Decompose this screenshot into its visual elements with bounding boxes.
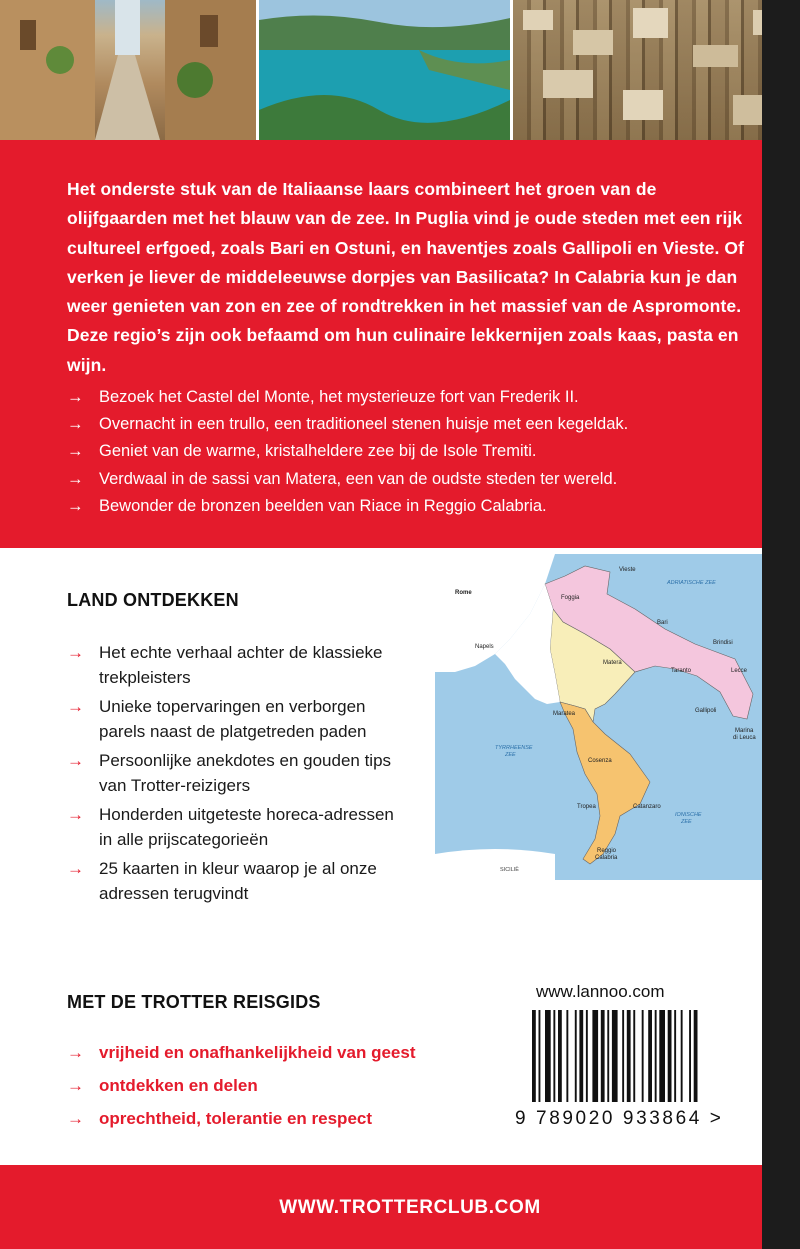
label-tyrrhenian-zee: ZEE <box>505 752 516 758</box>
list-item <box>67 493 757 520</box>
highlight-text: Overnacht in een trullo, een traditioneel stenen huisje met een kegeldak. <box>99 415 629 434</box>
barcode-bar <box>592 1010 598 1102</box>
land-item-text: 25 kaarten in kleur waarop je al onze adressen terugvindt <box>99 859 377 903</box>
list-item <box>67 856 407 906</box>
list-item <box>67 640 407 690</box>
highlight-text: Bewonder de bronzen beelden van Riace in Reggio Calabria. <box>99 496 547 515</box>
label-vieste: Vieste <box>619 567 636 573</box>
label-marina: Marina <box>735 728 754 734</box>
footer-url[interactable]: WWW.TROTTERCLUB.COM <box>279 1197 541 1218</box>
arrow-icon: → <box>67 415 84 434</box>
land-list <box>67 640 407 910</box>
barcode-bar <box>545 1010 551 1102</box>
barcode-bar <box>633 1010 635 1102</box>
list-item <box>67 466 757 493</box>
barcode-bar <box>532 1010 536 1102</box>
arrow-icon: → <box>67 1076 84 1095</box>
list-item <box>67 438 757 465</box>
highlight-text: Geniet van de warme, kristalheldere zee bij de Isole Tremiti. <box>99 442 537 461</box>
photo-alley <box>0 0 256 140</box>
label-tyrrhenian: TYRRHEENSE <box>495 745 533 751</box>
trotter-list <box>67 1040 497 1139</box>
arrow-icon: → <box>67 697 84 716</box>
label-foggia: Foggia <box>561 595 580 601</box>
barcode-bar <box>575 1010 577 1102</box>
barcode-bar <box>627 1010 631 1102</box>
label-adriatic: ADRIATISCHE ZEE <box>667 580 716 586</box>
barcode-bar <box>566 1010 568 1102</box>
label-maratea: Maratea <box>553 711 576 717</box>
sicily-land <box>435 849 555 880</box>
barcode-bar <box>622 1010 624 1102</box>
label-reggio: Reggio <box>597 848 617 854</box>
label-catanzaro: Catanzaro <box>633 804 661 810</box>
barcode-bar <box>655 1010 657 1102</box>
barcode-bar <box>689 1010 691 1102</box>
arrow-icon: → <box>67 496 84 515</box>
label-lecce: Lecce <box>731 668 748 674</box>
highlights-list <box>67 384 757 520</box>
publisher-url[interactable]: www.lannoo.com <box>536 982 665 1001</box>
land-item-text: Honderden uitgeteste horeca-adressen in alle prijscategorieën <box>99 805 394 849</box>
list-item <box>67 694 407 744</box>
barcode-bar <box>579 1010 583 1102</box>
label-cosenza: Cosenza <box>588 758 612 764</box>
trotter-heading: MET DE TROTTER REISGIDS <box>67 992 321 1012</box>
land-heading: LAND ONTDEKKEN <box>67 590 239 610</box>
arrow-icon: → <box>67 805 84 824</box>
arrow-icon: → <box>67 1109 84 1128</box>
label-matera: Matera <box>603 660 622 666</box>
land-item-text: Het echte verhaal achter de klassieke trekpleisters <box>99 643 383 687</box>
arrow-icon: → <box>67 751 84 770</box>
barcode-bar <box>539 1010 541 1102</box>
label-ionian: IONISCHE <box>675 812 702 818</box>
arrow-icon: → <box>67 643 84 662</box>
barcode-bar <box>668 1010 672 1102</box>
barcode-bar <box>694 1010 698 1102</box>
list-item <box>67 1106 497 1131</box>
barcode-bar <box>648 1010 652 1102</box>
label-gallipoli: Gallipoli <box>695 708 717 714</box>
label-brindisi: Brindisi <box>713 640 733 646</box>
list-item <box>67 1040 497 1065</box>
barcode-bar <box>681 1010 683 1102</box>
trotter-item-text: ontdekken en delen <box>99 1076 258 1095</box>
isbn-number: 9 789020 933864 > <box>515 1108 724 1129</box>
list-item <box>67 802 407 852</box>
barcode <box>532 1010 728 1102</box>
highlight-text: Bezoek het Castel del Monte, het mysterieuze fort van Frederik II. <box>99 388 579 406</box>
list-item <box>67 384 757 411</box>
barcode-bar <box>607 1010 609 1102</box>
highlight-text: Verdwaal in de sassi van Matera, een van de oudste steden ter wereld. <box>99 469 618 488</box>
barcode-bar <box>642 1010 644 1102</box>
photo-strip <box>0 0 800 140</box>
trotter-item-text: oprechtheid, tolerantie en respect <box>99 1109 373 1128</box>
list-item <box>67 1073 497 1098</box>
barcode-bar <box>558 1010 562 1102</box>
trotter-item-text: vrijheid en onafhankelijkheid van geest <box>99 1043 416 1062</box>
arrow-icon: → <box>67 388 84 406</box>
arrow-icon: → <box>67 859 84 878</box>
barcode-bar <box>612 1010 618 1102</box>
barcode-bar <box>586 1010 588 1102</box>
label-napels: Napels <box>475 644 494 650</box>
label-rome: Rome <box>455 590 472 596</box>
barcode-bar <box>674 1010 676 1102</box>
land-item-text: Persoonlijke anekdotes en gouden tips van Trotter-reizigers <box>99 751 392 795</box>
label-taranto: Taranto <box>671 668 692 674</box>
label-sicily: SICILIË <box>500 867 519 873</box>
label-di-leuca: di Leuca <box>733 735 756 741</box>
list-item <box>67 411 757 438</box>
photo-coast <box>259 0 510 140</box>
label-tropea: Tropea <box>577 804 596 810</box>
land-item-text: Unieke topervaringen en verborgen parels naast de platgetreden paden <box>99 697 367 741</box>
list-item <box>67 748 407 798</box>
barcode-bar <box>601 1010 605 1102</box>
photo-matera <box>513 0 800 140</box>
arrow-icon: → <box>67 1043 84 1062</box>
barcode-bar <box>659 1010 665 1102</box>
intro-text: Het onderste stuk van de Italiaanse laars combineert het groen van de olijfgaarden met het blauw van de zee. In Puglia vind je oude steden met een rijk cultureel erfgoed, zoals Bari en Ostuni, en haventjes zoals Gallipoli en Vieste. Of verken je liever de middeleeuwse dorpjes van Basilicata? In Calabria kun je dan weer genieten van zon en zee of rondtrekken in het massief van de Aspromonte. Deze regio’s zijn ook befaamd om hun culinaire lekkernijen zoals kaas, pasta en wijn. <box>67 179 745 375</box>
label-bari: Bari <box>657 620 668 626</box>
southern-italy-map <box>435 554 762 880</box>
arrow-icon: → <box>67 442 84 461</box>
arrow-icon: → <box>67 469 84 488</box>
label-calabria: Calabria <box>595 855 618 861</box>
book-spine <box>762 0 800 1249</box>
footer-band <box>0 1165 762 1249</box>
barcode-bar <box>553 1010 555 1102</box>
label-ionian-zee: ZEE <box>681 819 692 825</box>
